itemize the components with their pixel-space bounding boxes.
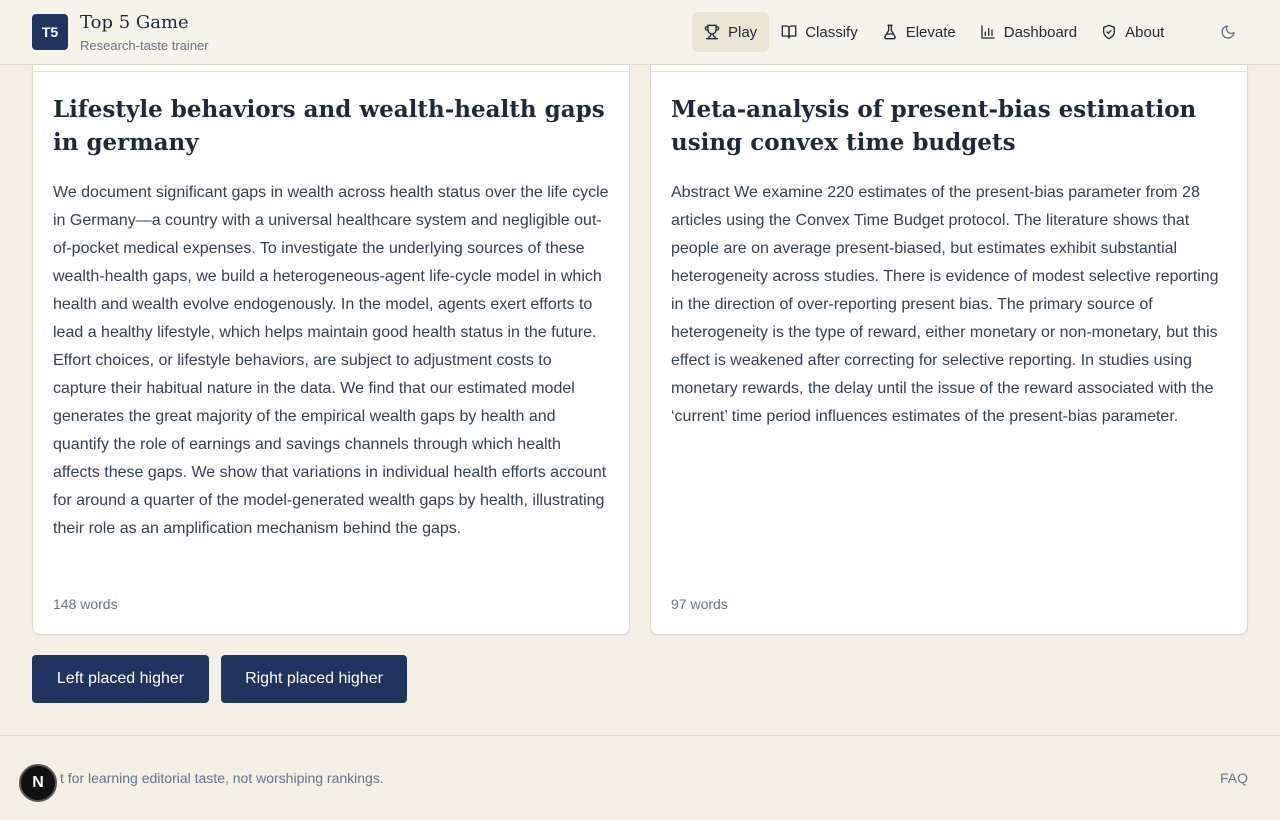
dev-tools-badge[interactable]: N bbox=[19, 764, 57, 802]
left-placed-higher-button[interactable]: Left placed higher bbox=[32, 655, 209, 703]
nav-item-play[interactable] bbox=[692, 12, 769, 52]
paper-card-right[interactable] bbox=[650, 52, 1248, 635]
footer-tagline: t for learning editorial taste, not worshiping rankings. bbox=[60, 770, 384, 786]
nav-label-elevate: Elevate bbox=[905, 23, 956, 41]
moon-icon bbox=[1220, 24, 1236, 40]
theme-toggle-button[interactable] bbox=[1216, 20, 1240, 44]
word-count-left: 148 words bbox=[53, 596, 118, 612]
paper-abstract-right: Abstract We examine 220 estimates of the present-bias parameter from 28 articles using the Convex Time Budget protocol. The literature shows that people are on average present-biased, but estimates exhibit substantial heterogeneity across studies. There is evidence of modest selective reporting in the direction of over-reporting present bias. The primary source of heterogeneity is the type of reward, either monetary or non-monetary, but this effect is weakened after correcting for selective reporting. In studies using monetary rewards, the delay until the issue of the reward associated with the ‘current’ time period influences estimates of the present-bias parameter. bbox=[671, 184, 1219, 425]
main-nav bbox=[692, 12, 1176, 52]
app-subtitle: Research-taste trainer bbox=[80, 38, 209, 53]
nav-label-about: About bbox=[1125, 23, 1165, 41]
nav-label-classify: Classify bbox=[805, 23, 858, 41]
paper-title-left: Lifestyle behaviors and wealth-health gaps in germany bbox=[53, 96, 605, 156]
nav-item-classify[interactable] bbox=[769, 12, 870, 52]
nav-item-elevate[interactable] bbox=[870, 12, 968, 52]
nav-item-dashboard[interactable] bbox=[968, 12, 1089, 52]
paper-card-left[interactable] bbox=[32, 52, 630, 635]
bar-chart-icon bbox=[980, 24, 996, 40]
nav-label-dashboard: Dashboard bbox=[1003, 23, 1078, 41]
card-divider bbox=[651, 71, 1247, 72]
card-divider bbox=[33, 71, 629, 72]
app-header bbox=[0, 0, 1280, 65]
page-footer bbox=[0, 735, 1280, 820]
flask-icon bbox=[882, 24, 898, 40]
word-count-right: 97 words bbox=[671, 596, 728, 612]
trophy-icon bbox=[704, 24, 720, 40]
app-logo[interactable]: T5 bbox=[32, 14, 68, 50]
book-open-icon bbox=[781, 24, 797, 40]
paper-title-right: Meta-analysis of present-bias estimation using convex time budgets bbox=[671, 96, 1197, 156]
app-title: Top 5 Game bbox=[80, 12, 189, 33]
nav-item-about[interactable] bbox=[1089, 12, 1176, 52]
nav-label-play: Play bbox=[728, 23, 758, 41]
faq-link[interactable]: FAQ bbox=[1219, 770, 1248, 786]
paper-abstract-left: We document significant gaps in wealth across health status over the life cycle in Germany—a country with a universal healthcare system and negligible out-of-pocket medical expenses. To investigate the underlying sources of these wealth-health gaps, we build a heterogeneous-agent life-cycle model in which health and wealth evolve endogenously. In the model, agents exert efforts to lead a healthy lifestyle, which helps maintain good health status in the future. Effort choices, or lifestyle behaviors, are subject to adjustment costs to capture their habitual nature in the data. We find that our estimated model generates the great majority of the empirical wealth gaps by health and quantify the role of earnings and savings channels through which health affects these gaps. We show that variations in individual health efforts account for around a quarter of the model-generated wealth gaps by health, illustrating their role as an amplification mechanism behind the gaps. bbox=[53, 184, 609, 537]
right-placed-higher-button[interactable]: Right placed higher bbox=[221, 655, 407, 703]
shield-icon bbox=[1101, 24, 1117, 40]
